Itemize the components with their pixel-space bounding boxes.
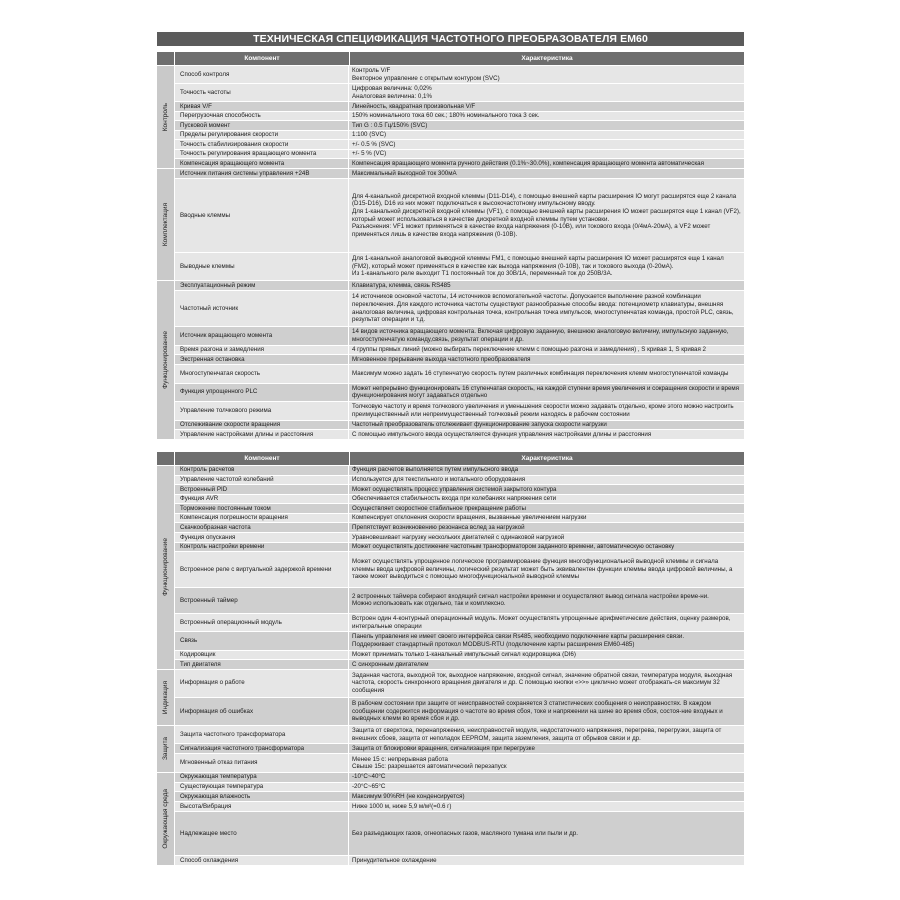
- component-name: Вводные клеммы: [175, 179, 349, 252]
- component-name: Компенсация вращающего момента: [175, 159, 349, 168]
- component-name: Торможение постоянным током: [175, 504, 349, 513]
- table-row: [175, 102, 744, 112]
- table-row: [175, 744, 744, 754]
- table-row: [175, 466, 744, 476]
- section-rows: [175, 281, 744, 439]
- component-name: Способ охлаждения: [175, 856, 349, 865]
- category-label: Индикация: [162, 680, 169, 714]
- component-characteristic: Уравновешивает нагрузку нескольких двигателей с одинаковой нагрузкой: [349, 533, 744, 542]
- component-name: Функция опускания: [175, 533, 349, 542]
- table-row: [175, 588, 744, 615]
- table-row: [175, 812, 744, 857]
- table-row: [175, 533, 744, 543]
- component-characteristic: Встроен один 4-контурный операционный модуль. Может осуществлять упрощенные арифметические действия, оценку размеров, интегральные операции: [349, 614, 744, 631]
- table-row: [175, 614, 744, 632]
- table-row: [175, 754, 744, 772]
- component-characteristic: Заданная частота, выходной ток, выходное напряжение, входной сигнал, значение обратной связи, температура модуля, выходная частота, скорость синхронного вращения двигателя и др. С помощью кнопки «>>» циклично может отображать-ся максимум 32 сообщения: [349, 670, 744, 697]
- component-characteristic: Контроль V/F Векторное управление с открытым контуром (SVC): [349, 66, 744, 83]
- table-body: [157, 466, 744, 866]
- component-characteristic: 14 источников основной частоты, 14 источников вспомогательной частоты. Допускается выполнение разной комбинации переключения. Для каждого источника частоты существуют разнообразные способы ввода: потенциометр клавиатуры, внешняя аналоговая величина, цифровая контрольная точка, контрольная точка импульсов, многоступенчатая команда, простой PLC, связь, результат операции и т.д.: [349, 291, 744, 326]
- table-row: [175, 421, 744, 431]
- component-name: Управление частотой колебаний: [175, 476, 349, 485]
- table-row: [175, 476, 744, 486]
- component-name: Скачкообразная частота: [175, 523, 349, 532]
- component-characteristic: Обеспечивается стабильность входа при колебаниях напряжения сети: [349, 495, 744, 504]
- component-characteristic: Компенсирует отклонения скорости вращения, вызванные увеличением нагрузки: [349, 514, 744, 523]
- category-label: Комплектация: [162, 203, 169, 247]
- component-characteristic: Осуществляет скоростное стабильное прекращение работы: [349, 504, 744, 513]
- component-name: Окружающая температура: [175, 773, 349, 782]
- table-row: [175, 698, 744, 725]
- table-section: [157, 466, 744, 670]
- table-row: [175, 121, 744, 131]
- component-characteristic: Используется для текстильного и мотального оборудования: [349, 476, 744, 485]
- component-characteristic: Компенсация вращающего момента ручного действия (0.1%~30.0%), компенсация вращающего момента автоматическая: [349, 159, 744, 168]
- component-characteristic: Может непрерывно функционировать 16 ступенчатая скорость, на каждой ступени время увеличения и сокращения скорости и время функционирования могут задаваться отдельно: [349, 384, 744, 401]
- header-component: Компонент: [174, 52, 349, 65]
- table-row: [175, 773, 744, 783]
- component-name: Пределы регулирования скорости: [175, 131, 349, 140]
- component-name: Защита частотного трансформатора: [175, 726, 349, 744]
- component-characteristic: Для 1-канальной аналоговой выводной клеммы FM1, с помощью внешней карты расширения IO может расширятся еще 1 канал (FM2), который может применяться в качестве как выхода напряжения (0-10В), так и токового выхода (0-20мА). Из 1-канального реле выходит Т1 постоянный ток до 30В/1А, переменный ток до 250В/3А.: [349, 253, 744, 280]
- component-characteristic: Менее 15 с: непрерывная работа Свыше 15с: разрешается автоматический перезапуск: [349, 754, 744, 772]
- component-characteristic: Клавиатура, клемма, связь RS485: [349, 281, 744, 290]
- table-row: [175, 365, 744, 383]
- component-characteristic: Без разъедающих газов, огнеопасных газов, масляного тумана или пыли и др.: [349, 812, 744, 856]
- component-characteristic: 2 встроенных таймера собирают входящий сигнал настройки времени и осуществляют вывод сигнала настройки време-ни. Можно использовать как отдельно, так и комплексно.: [349, 588, 744, 614]
- component-characteristic: Тип G : 0.5 Гц/150% (SVC): [349, 121, 744, 130]
- component-characteristic: Принудительное охлаждение: [349, 856, 744, 865]
- component-name: Надлежащее место: [175, 812, 349, 856]
- component-name: Эксплуатационный режим: [175, 281, 349, 290]
- header-category-cell: [157, 52, 174, 65]
- component-name: Источник вращающего момента: [175, 327, 349, 344]
- table-section: [157, 773, 744, 866]
- category-cell: [157, 670, 175, 725]
- table-row: [175, 651, 744, 661]
- component-name: Точность частоты: [175, 84, 349, 101]
- component-name: Сигнализация частотного трансформатора: [175, 744, 349, 753]
- header-characteristic: Характеристика: [349, 452, 744, 465]
- component-name: Высота/Вибрация: [175, 802, 349, 811]
- section-rows: [175, 773, 744, 865]
- component-name: Источник питания системы управления +24В: [175, 169, 349, 178]
- table-row: [175, 291, 744, 327]
- table-row: [175, 670, 744, 698]
- table-header: [157, 52, 744, 66]
- category-label: Функционирование: [162, 331, 169, 390]
- table-row: [175, 632, 744, 650]
- component-name: Компенсация погрешности вращения: [175, 514, 349, 523]
- table-row: [175, 523, 744, 533]
- component-characteristic: С помощью импульсного ввода осуществляется функция управления настройками длины и расстояния: [349, 430, 744, 439]
- component-name: Экстренная остановка: [175, 355, 349, 364]
- table-section: [157, 66, 744, 169]
- component-characteristic: Максимум можно задать 16 ступенчатую скорость путем различных комбинация переключения клемм многоступенчатой команды: [349, 365, 744, 382]
- component-characteristic: 14 видов источника вращающего момента. Включая цифровую заданную, внешнюю аналоговую величину, импульсную заданную, многоступенчатую команду,связь, результат операции и др.: [349, 327, 744, 344]
- component-name: Встроенный таймер: [175, 588, 349, 614]
- component-characteristic: Может осуществлять достижение частотным трансформатором заданного времени, автоматическую остановку: [349, 543, 744, 552]
- component-name: Кривая V/F: [175, 102, 349, 111]
- component-characteristic: 150% номинального тока 60 сек.; 180% номинального тока 3 сек.: [349, 112, 744, 121]
- header-component: Компонент: [174, 452, 349, 465]
- table-row: [175, 346, 744, 356]
- component-characteristic: Функция расчетов выполняется путем импульсного ввода: [349, 466, 744, 475]
- component-name: Выводные клеммы: [175, 253, 349, 280]
- component-characteristic: -10°C~40°C: [349, 773, 744, 782]
- table-row: [175, 179, 744, 253]
- table-row: [175, 131, 744, 141]
- component-name: Контроль настройки времени: [175, 543, 349, 552]
- table-row: [175, 660, 744, 669]
- document-title: ТЕХНИЧЕСКАЯ СПЕЦИФИКАЦИЯ ЧАСТОТНОГО ПРЕОБРАЗОВАТЕЛЯ EM60: [157, 32, 744, 46]
- table-row: [175, 783, 744, 793]
- table-row: [175, 84, 744, 102]
- spec-table-2: [157, 452, 744, 866]
- component-name: Встроенное реле с виртуальной задержкой времени: [175, 552, 349, 586]
- section-rows: [175, 466, 744, 669]
- component-name: Точность регулирования вращающего момента: [175, 150, 349, 159]
- component-name: Частотный источник: [175, 291, 349, 326]
- component-name: Отслеживание скорости вращения: [175, 421, 349, 430]
- table-row: [175, 159, 744, 168]
- component-characteristic: Мгновенное прерывание выхода частотного преобразователя: [349, 355, 744, 364]
- component-characteristic: Линейность, квадратная произвольная V/F: [349, 102, 744, 111]
- table-row: [175, 112, 744, 122]
- category-label: Окружающая среда: [162, 789, 169, 849]
- component-characteristic: Максимальный выходной ток 300мА: [349, 169, 744, 178]
- component-name: Мгновенный отказ питания: [175, 754, 349, 772]
- table-row: [175, 169, 744, 179]
- table-header: [157, 452, 744, 466]
- component-characteristic: -20°C~65°C: [349, 783, 744, 792]
- component-name: Управление толчкового режима: [175, 402, 349, 419]
- table-row: [175, 402, 744, 420]
- table-row: [175, 543, 744, 553]
- component-name: Контроль расчетов: [175, 466, 349, 475]
- component-characteristic: Защита от сверхтока, перенапряжения, неисправностей модуля, недостаточного напряжения, перегрева, перегрузки, защита от внешних сбоев, защита от неполадок EEPROM, защита заземления, защита от обрывов связи и др.: [349, 726, 744, 744]
- header-characteristic: Характеристика: [349, 52, 744, 65]
- component-characteristic: Максимум 90%RH (не конденсируется): [349, 792, 744, 801]
- table-row: [175, 281, 744, 291]
- section-rows: [175, 66, 744, 168]
- table-body: [157, 66, 744, 440]
- section-rows: [175, 169, 744, 280]
- category-cell: [157, 66, 175, 168]
- component-characteristic: Препятствует возникновению резонанса вслед за нагрузкой: [349, 523, 744, 532]
- category-cell: [157, 281, 175, 439]
- table-row: [175, 253, 744, 280]
- table-row: [175, 792, 744, 802]
- table-row: [175, 856, 744, 865]
- component-name: Функция упрощенного PLC: [175, 384, 349, 401]
- table-section: [157, 169, 744, 281]
- table-row: [175, 726, 744, 745]
- table-row: [175, 430, 744, 439]
- header-category-cell: [157, 452, 174, 465]
- component-name: Способ контроля: [175, 66, 349, 83]
- component-name: Кодировщик: [175, 651, 349, 660]
- category-cell: [157, 169, 175, 280]
- section-rows: [175, 726, 744, 772]
- component-characteristic: Панель управления не имеет своего интерфейса связи Rs485, необходимо подключение карты расширения связи. Поддерживает стандартный протокол MODBUS-RTU (подключение карты расширения EM60-485): [349, 632, 744, 649]
- component-characteristic: +/- 0.5 % (SVC): [349, 140, 744, 149]
- table-row: [175, 802, 744, 812]
- table-section: [157, 670, 744, 726]
- component-name: Точность стабилизирования скорости: [175, 140, 349, 149]
- table-row: [175, 327, 744, 345]
- component-name: Перегрузочная способность: [175, 112, 349, 121]
- component-characteristic: 4 группы прямых линий (можно выбирать переключение клемм с помощью разгона и замедления) , S кривая 1, S кривая 2: [349, 346, 744, 355]
- component-name: Информация об ошибках: [175, 698, 349, 725]
- component-characteristic: Для 4-канальной дискретной входной клеммы (D11-D14), с помощью внешней карты расширения IO могут расширятся еще 2 канала (D15-D16), D16 из них может подключаться к высокочастотному импульсному вводу. Для 1-канальной дискретной входной клеммы (VF1), с помощью внешней карты расширения IO может расширятся еще 1 канал (VF2), который может использоваться в качестве дискретной входной клеммы путем установки. Разъяснения: VF1 может применяться в качестве входа напряжения (0-10В), или токового входа (0/4мА-20мА), а VF2 может применяться лишь в качестве входа напряжения (0-10В).: [349, 179, 744, 252]
- table-row: [175, 514, 744, 524]
- component-name: Существующая температура: [175, 783, 349, 792]
- component-name: Тип двигателя: [175, 660, 349, 669]
- component-characteristic: Может осуществлять процесс управления системой закрытого контура: [349, 485, 744, 494]
- component-name: Встроенный PID: [175, 485, 349, 494]
- table-row: [175, 140, 744, 150]
- component-name: Функция AVR: [175, 495, 349, 504]
- category-label: Функционирование: [162, 538, 169, 597]
- table-section: [157, 281, 744, 440]
- component-characteristic: Ниже 1000 м, ниже 5,9 м/м²(=0.6 г): [349, 802, 744, 811]
- component-characteristic: 1:100 (SVC): [349, 131, 744, 140]
- table-row: [175, 384, 744, 402]
- component-name: Время разгона и замедления: [175, 346, 349, 355]
- table-row: [175, 495, 744, 505]
- table-row: [175, 504, 744, 514]
- component-name: Окружающая влажность: [175, 792, 349, 801]
- component-name: Управление настройками длины и расстояния: [175, 430, 349, 439]
- table-row: [175, 355, 744, 365]
- spec-table-1: [157, 52, 744, 440]
- table-row: [175, 150, 744, 160]
- category-cell: [157, 726, 175, 772]
- category-label: Контроль: [162, 102, 169, 132]
- component-characteristic: Толчковую частоту и время толчкового увеличения и уменьшения скорости можно задавать отдельно, кроме этого можно настроить преимущественный или непреимущественный толчковый режим находясь в рабочем состоянии: [349, 402, 744, 419]
- component-characteristic: Цифровая величина: 0,02% Аналоговая величина: 0,1%: [349, 84, 744, 101]
- component-name: Информация о работе: [175, 670, 349, 697]
- table-section: [157, 726, 744, 773]
- component-characteristic: +/- 5 % (VC): [349, 150, 744, 159]
- component-name: Многоступенчатая скорость: [175, 365, 349, 382]
- component-characteristic: Может осуществлять упрощенное логическое программирование функция многофункциональной выводной клеммы и сигнала клеммы ввода цифровой величины, логический результат может быть эквивалентен функции клеммы ввода цифровой величины, а также может выводиться с помощью многофункциональной выводной клеммы: [349, 552, 744, 586]
- component-name: Связь: [175, 632, 349, 649]
- component-characteristic: Может принимать только 1-канальный импульсный сигнал кодировщика (DI6): [349, 651, 744, 660]
- component-characteristic: В рабочем состоянии при защите от неисправностей сохраняется 3 статистических сообщения о неисправностях. В каждом сообщении содержится информация о частоте во время сбоя, токе и напряжении на шине во время сбоя, состоя-ние входных и выводных клемм во время сбоя и др.: [349, 698, 744, 725]
- component-name: Встроенный операционный модуль: [175, 614, 349, 631]
- category-cell: [157, 466, 175, 669]
- component-characteristic: Защита от блокировки вращения, сигнализация при перегрузке: [349, 744, 744, 753]
- category-cell: [157, 773, 175, 865]
- component-characteristic: С синхронным двигателем: [349, 660, 744, 669]
- table-row: [175, 485, 744, 495]
- component-characteristic: Частотный преобразователь отслеживает функционирование запуска скорости нагрузки: [349, 421, 744, 430]
- section-rows: [175, 670, 744, 725]
- table-row: [175, 552, 744, 587]
- table-row: [175, 66, 744, 84]
- category-label: Защита: [162, 737, 169, 761]
- component-name: Пусковой момент: [175, 121, 349, 130]
